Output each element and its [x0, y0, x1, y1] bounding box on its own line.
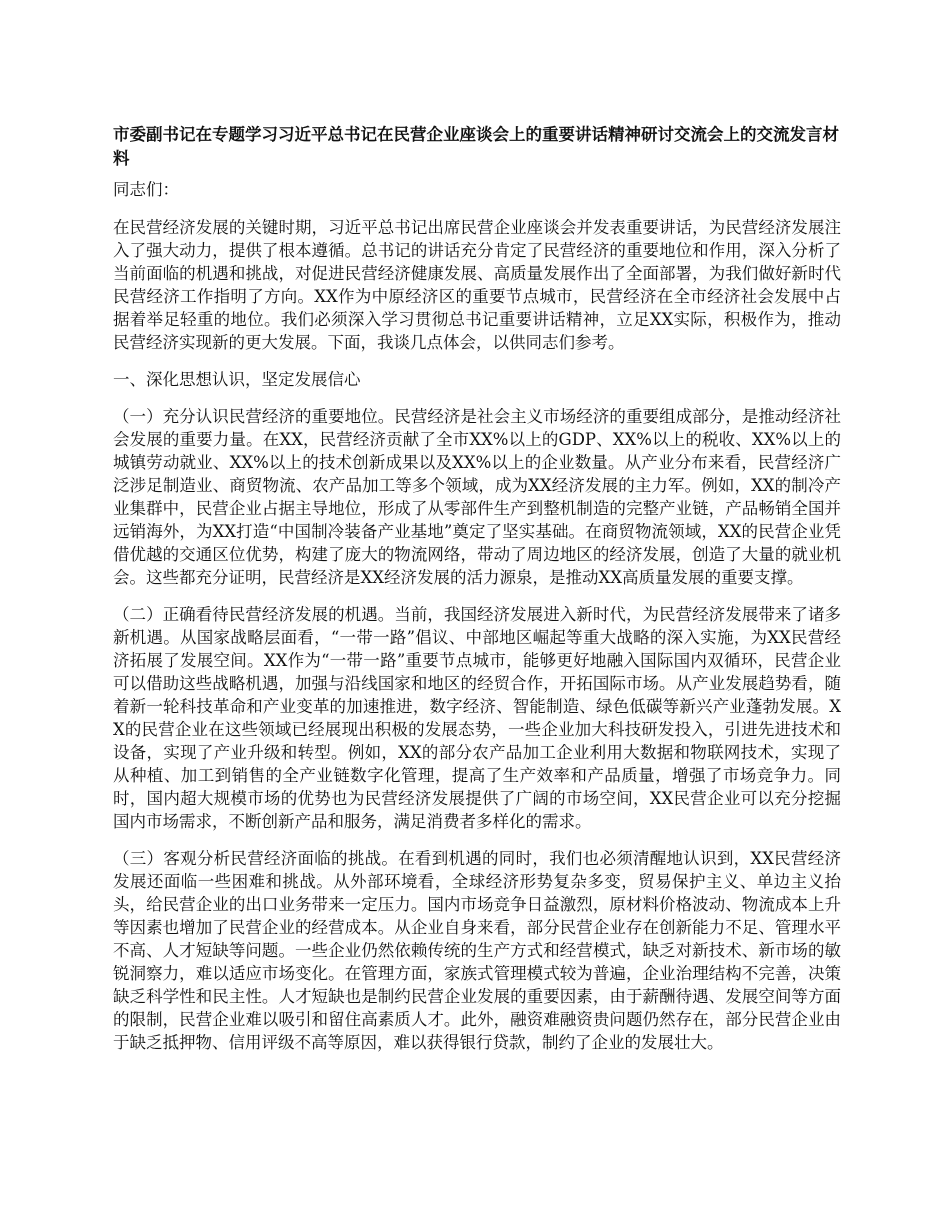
point-paragraph-2: （二）正确看待民营经济发展的机遇。当前，我国经济发展进入新时代，为民营经济发展带来了诸多新机遇。从国家战略层面看，“一带一路”倡议、中部地区崛起等重大战略的深入实施，为XX民营经济拓展了发展空间。XX作为“一带一路”重要节点城市，能够更好地融入国际国内双循环，民营企业可以借助这些战略机遇，加强与沿线国家和地区的经贸合作，开拓国际市场。从产业发展趋势看，随着新一轮科技革命和产业变革的加速推进，数字经济、智能制造、绿色低碳等新兴产业蓬勃发展。XX的民营企业在这些领域已经展现出积极的发展态势，一些企业加大科技研发投入，引进先进技术和设备，实现了产业升级和转型。例如，XX的部分农产品加工企业利用大数据和物联网技术，实现了从种植、加工到销售的全产业链数字化管理，提高了生产效率和产品质量，增强了市场竞争力。同时，国内超大规模市场的优势也为民营经济发展提供了广阔的市场空间，XX民营企业可以充分挖掘国内市场需求，不断创新产品和服务，满足消费者多样化的需求。	[113, 605, 841, 831]
point-paragraph-3: （三）客观分析民营经济面临的挑战。在看到机遇的同时，我们也必须清醒地认识到，XX民营经济发展还面临一些困难和挑战。从外部环境看，全球经济形势复杂多变，贸易保护主义、单边主义抬头，给民营企业的出口业务带来一定压力。国内市场竞争日益激烈，原材料价格波动、物流成本上升等因素也增加了民营企业的经营成本。从企业自身来看，部分民营企业存在创新能力不足、管理水平不高、人才短缺等问题。一些企业仍然依赖传统的生产方式和经营模式，缺乏对新技术、新市场的敏锐洞察力，难以适应市场变化。在管理方面，家族式管理模式较为普遍，企业治理结构不完善，决策缺乏科学性和民主性。人才短缺也是制约民营企业发展的重要因素，由于薪酬待遇、发展空间等方面的限制，民营企业难以吸引和留住高素质人才。此外，融资难融资贵问题仍然存在，部分民营企业由于缺乏抵押物、信用评级不高等原因，难以获得银行贷款，制约了企业的发展壮大。	[113, 849, 841, 1052]
point-paragraph-1: （一）充分认识民营经济的重要地位。民营经济是社会主义市场经济的重要组成部分，是推动经济社会发展的重要力量。在XX，民营经济贡献了全市XX%以上的GDP、XX%以上的税收、XX%以上的城镇劳动就业、XX%以上的技术创新成果以及XX%以上的企业数量。从产业分布来看，民营经济广泛涉足制造业、商贸物流、农产品加工等多个领域，成为XX经济发展的主力军。例如，XX的制冷产业集群中，民营企业占据主导地位，形成了从零部件生产到整机制造的完整产业链，产品畅销全国并远销海外，为XX打造“中国制冷装备产业基地”奠定了坚实基础。在商贸物流领域，XX的民营企业凭借优越的交通区位优势，构建了庞大的物流网络，带动了周边地区的经济发展，创造了大量的就业机会。这些都充分证明，民营经济是XX经济发展的活力源泉，是推动XX高质量发展的重要支撑。	[113, 407, 841, 587]
salutation: 同志们：	[113, 180, 179, 199]
section-heading: 一、深化思想认识，坚定发展信心	[113, 370, 361, 389]
document-title: 市委副书记在专题学习习近平总书记在民营企业座谈会上的重要讲话精神研讨交流会上的交流发言材料	[113, 125, 839, 168]
intro-paragraph: 在民营经济发展的关键时期，习近平总书记出席民营企业座谈会并发表重要讲话，为民营经济发展注入了强大动力，提供了根本遵循。总书记的讲话充分肯定了民营经济的重要地位和作用，深入分析了当前面临的机遇和挑战，对促进民营经济健康发展、高质量发展作出了全面部署，为我们做好新时代民营经济工作指明了方向。XX作为中原经济区的重要节点城市，民营经济在全市经济社会发展中占据着举足轻重的地位。我们必须深入学习贯彻总书记重要讲话精神，立足XX实际，积极作为，推动民营经济实现新的更大发展。下面，我谈几点体会，以供同志们参考。	[113, 218, 841, 352]
document-page	[113, 123, 841, 1068]
